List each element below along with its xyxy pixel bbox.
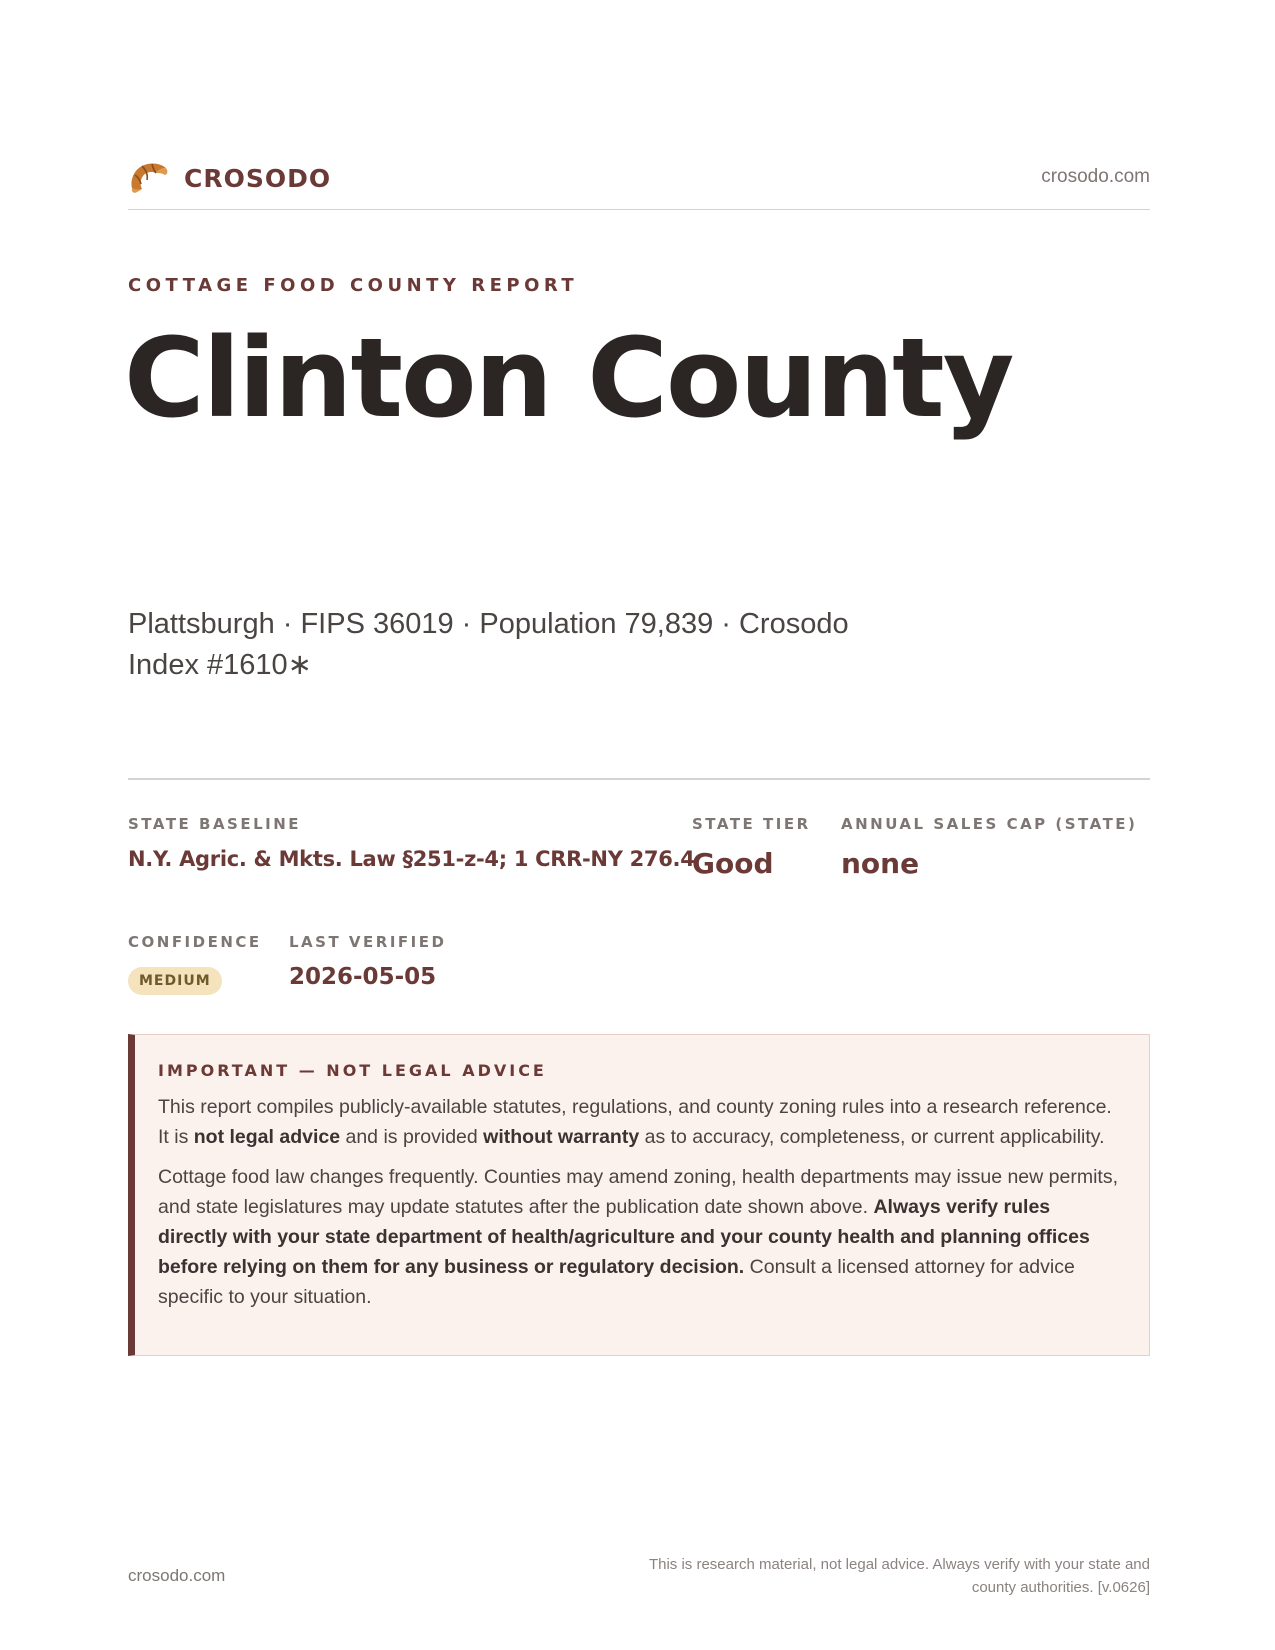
brand-name: CROSODO — [184, 163, 332, 193]
notice-text: Cottage food law changes frequently. Counties may amend zoning, health departments may issue new permits, and state legislatures may update statutes after the publication date shown above. — [158, 1166, 1118, 1218]
page-title: Clinton County — [124, 314, 1013, 442]
county-summary: Plattsburgh · FIPS 36019 · Population 79,839 · Crosodo Index #1610∗ — [128, 608, 849, 681]
legal-notice — [128, 1034, 1150, 1356]
croissant-icon — [128, 158, 170, 198]
sales-cap-value: none — [841, 847, 920, 880]
sales-cap-field — [841, 815, 1137, 880]
state-tier-label: STATE TIER — [692, 815, 811, 833]
footer-site-link[interactable]: crosodo.com — [128, 1566, 226, 1585]
state-baseline-field — [128, 815, 695, 871]
confidence-badge: MEDIUM — [128, 967, 222, 995]
notice-emphasis: not legal advice — [193, 1126, 341, 1148]
last-verified-value: 2026-05-05 — [289, 964, 437, 990]
notice-emphasis: Always verify rules directly with your state department of health/agriculture and your county health and planning offices before relying on them for any business or regulatory decision. — [158, 1196, 1090, 1278]
section-divider — [128, 778, 1150, 780]
notice-paragraph-2 — [158, 1162, 1123, 1312]
brand[interactable] — [128, 158, 331, 198]
notice-paragraph-1 — [158, 1092, 1123, 1152]
state-baseline-label: STATE BASELINE — [128, 815, 302, 833]
report-kicker: COTTAGE FOOD COUNTY REPORT — [128, 275, 579, 296]
sales-cap-label: ANNUAL SALES CAP (STATE) — [841, 815, 1138, 833]
notice-title: IMPORTANT — NOT LEGAL ADVICE — [158, 1061, 547, 1080]
page-header — [128, 158, 1150, 210]
footer-disclaimer: This is research material, not legal advice. Always verify with your state and county authorities. [v.0626] — [648, 1556, 1150, 1596]
last-verified-label: LAST VERIFIED — [289, 933, 447, 951]
notice-text: and is provided — [340, 1126, 484, 1148]
notice-text: as to accuracy, completeness, or current applicability. — [639, 1126, 1105, 1148]
notice-text: This report compiles publicly-available statutes, regulations, and county zoning rules into a research reference. It is — [158, 1096, 1112, 1148]
confidence-field — [128, 933, 262, 995]
last-verified-field — [289, 933, 446, 990]
state-tier-value: Good — [692, 847, 774, 880]
state-baseline-value: N.Y. Agric. & Mkts. Law §251-z-4; 1 CRR-NY 276.4 — [128, 847, 695, 871]
site-url-link[interactable]: crosodo.com — [1041, 166, 1150, 187]
notice-text: Consult a licensed attorney for advice specific to your situation. — [158, 1256, 1075, 1308]
confidence-label: CONFIDENCE — [128, 933, 262, 951]
state-tier-field — [692, 815, 811, 880]
notice-emphasis: without warranty — [483, 1126, 640, 1148]
